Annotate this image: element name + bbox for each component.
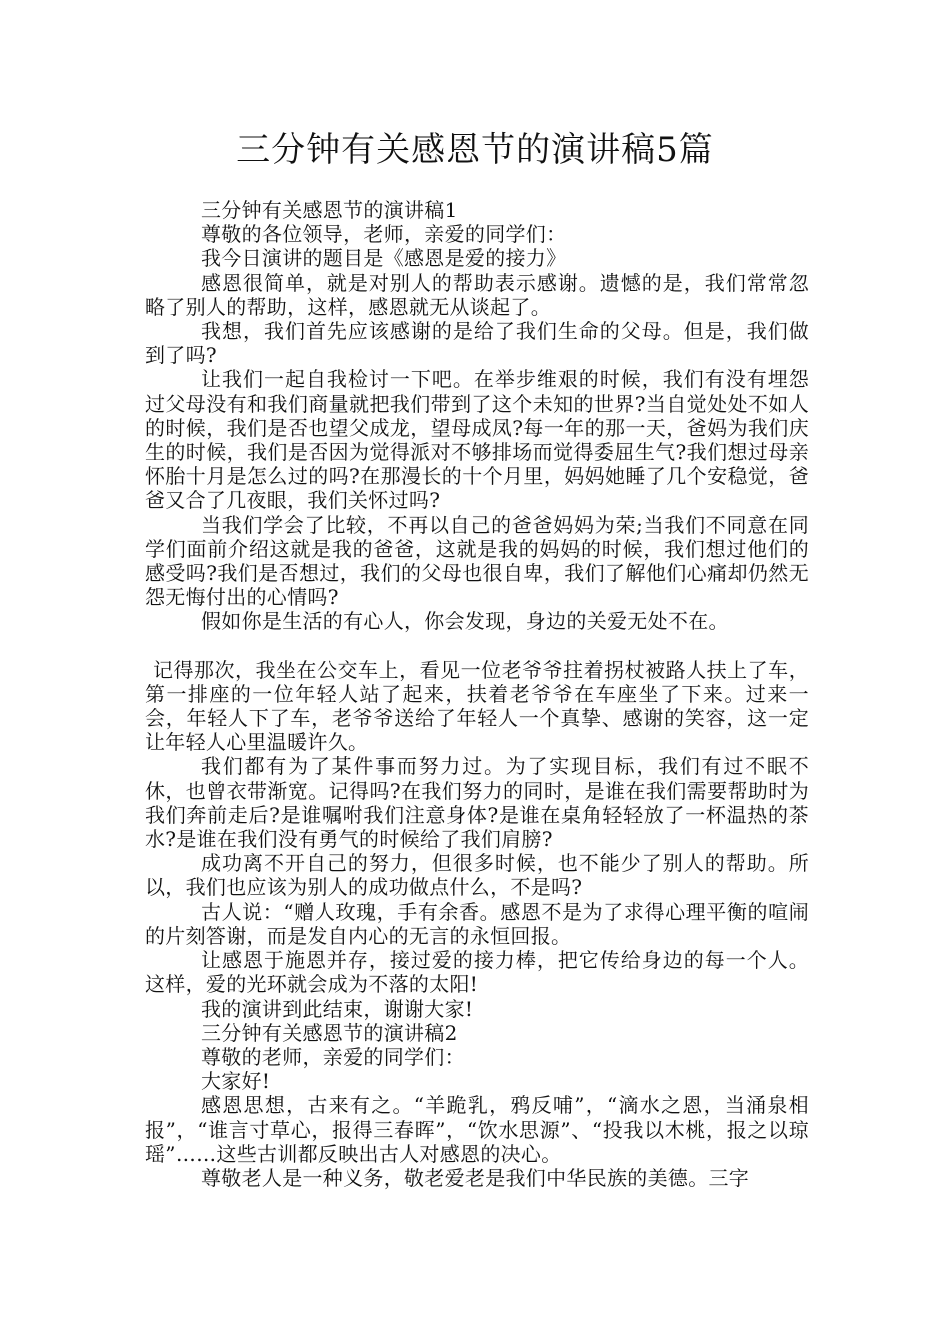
- document-title: 三分钟有关感恩节的演讲稿5篇: [236, 130, 714, 170]
- body-paragraph: 尊敬老人是一种义务，敬老爱老是我们中华民族的美德。三字: [201, 1165, 750, 1190]
- body-paragraph: 当我们学会了比较，不再以自己的爸爸妈妈为荣;当我们不同意在同学们面前介绍这就是我的爸爸，这就是我的妈妈的时候，我们想过他们的感受吗?我们是否想过，我们的父母也很自卑，我们了解他们心痛却仍然无怨无悔付出的心情吗?: [145, 512, 809, 610]
- salutation: 尊敬的老师，亲爱的同学们：: [201, 1044, 465, 1069]
- closing-line: 我的演讲到此结束，谢谢大家!: [201, 996, 474, 1021]
- body-paragraph: 感恩思想，古来有之。“羊跪乳，鸦反哺”，“滴水之恩，当涌泉相报”，“谁言寸草心，报得三春晖”，“饮水思源”、“投我以木桃，报之以琼瑶”……这些古训都反映出古人对感恩的决心。: [145, 1093, 809, 1166]
- body-paragraph: 古人说：“赠人玫瑰，手有余香。感恩不是为了求得心理平衡的喧闹的片刻答谢，而是发自内心的无言的永恒回报。: [145, 899, 809, 948]
- body-paragraph: 成功离不开自己的努力，但很多时候，也不能少了别人的帮助。所以，我们也应该为别人的成功做点什么，不是吗?: [145, 851, 809, 900]
- body-paragraph: 记得那次，我坐在公交车上，看见一位老爷爷拄着拐杖被路人扶上了车，第一排座的一位年轻人站了起来，扶着老爷爷在车座坐了下来。过来一会，年轻人下了车，老爷爷送给了年轻人一个真挚、感谢的笑容，这一定让年轻人心里温暖许久。: [145, 657, 809, 755]
- paragraph-spacer: [145, 634, 809, 658]
- greeting: 大家好!: [201, 1069, 271, 1094]
- body-paragraph: 我今日演讲的题目是《感恩是爱的接力》: [201, 246, 567, 271]
- body-paragraph: 我想，我们首先应该感谢的是给了我们生命的父母。但是，我们做到了吗?: [145, 319, 809, 368]
- body-paragraph: 假如你是生活的有心人，你会发现，身边的关爱无处不在。: [201, 609, 729, 634]
- document-body: [145, 198, 809, 1190]
- body-paragraph: 感恩很简单，就是对别人的帮助表示感谢。遗憾的是，我们常常忽略了别人的帮助，这样，感恩就无从谈起了。: [145, 270, 809, 319]
- salutation: 尊敬的各位领导，老师，亲爱的同学们：: [201, 222, 567, 247]
- body-paragraph: 让感恩于施恩并存，接过爱的接力棒，把它传给身边的每一个人。这样，爱的光环就会成为不落的太阳!: [145, 948, 809, 997]
- body-paragraph: 让我们一起自我检讨一下吧。在举步维艰的时候，我们有没有埋怨过父母没有和我们商量就把我们带到了这个未知的世界?当自觉处处不如人的时候，我们是否也望父成龙，望母成凤?每一年的那一天，爸妈为我们庆生的时候，我们是否因为觉得派对不够排场而觉得委屈生气?我们想过母亲怀胎十月是怎么过的吗?在那漫长的十个月里，妈妈她睡了几个安稳觉，爸爸又合了几夜眼，我们关怀过吗?: [145, 367, 809, 513]
- body-paragraph: 我们都有为了某件事而努力过。为了实现目标，我们有过不眠不休，也曾衣带渐宽。记得吗?在我们努力的同时，是谁在我们需要帮助时为我们奔前走后?是谁嘱咐我们注意身体?是谁在桌角轻轻放了一杯温热的茶水?是谁在我们没有勇气的时候给了我们肩膀?: [145, 754, 809, 852]
- speech-heading: 三分钟有关感恩节的演讲稿2: [201, 1020, 458, 1045]
- speech-heading: 三分钟有关感恩节的演讲稿1: [201, 198, 458, 222]
